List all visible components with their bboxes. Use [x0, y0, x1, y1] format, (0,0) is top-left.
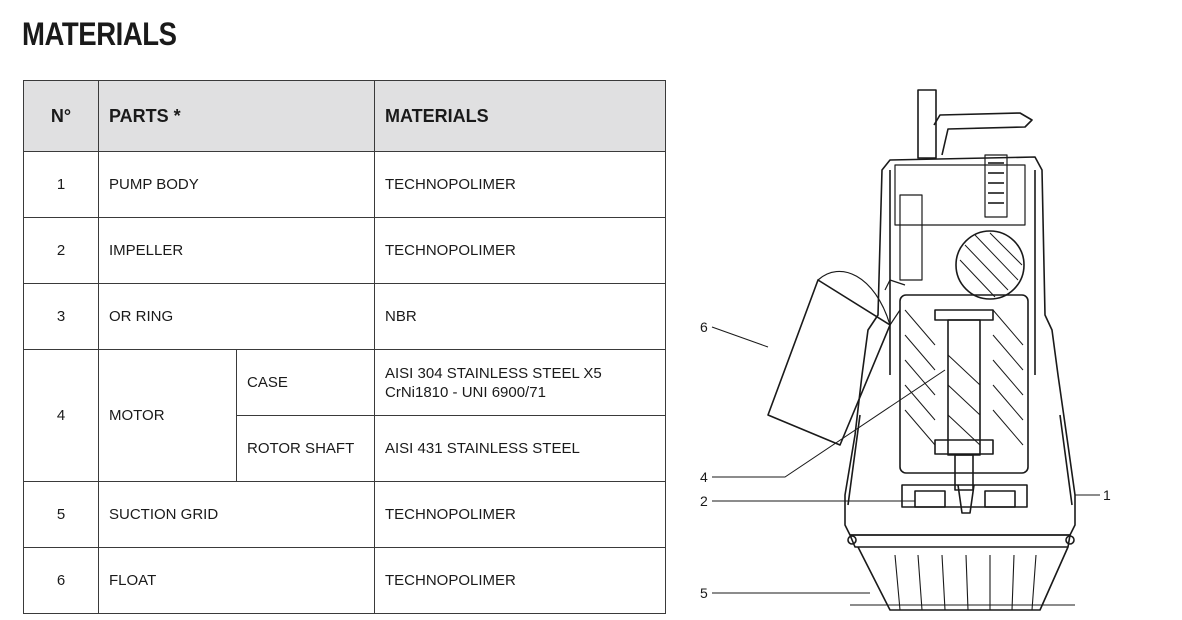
impeller-callout: 2	[700, 493, 708, 509]
pump-cross-section-diagram	[690, 85, 1130, 615]
table-row	[24, 482, 666, 548]
motor-drawing	[900, 295, 1028, 490]
row-number: 2	[24, 218, 99, 284]
header-number: N°	[24, 81, 99, 152]
row-part: OR RING	[99, 284, 375, 350]
row-subpart: ROTOR SHAFT	[237, 416, 375, 482]
motor-leader-line	[712, 370, 945, 477]
motor-callout: 4	[700, 469, 708, 485]
row-material: TECHNOPOLIMER	[375, 218, 666, 284]
row-material	[375, 350, 666, 416]
row-material: AISI 431 STAINLESS STEEL	[375, 416, 666, 482]
float-leader-line	[712, 327, 768, 347]
header-materials: MATERIALS	[375, 81, 666, 152]
materials-table	[23, 80, 666, 614]
float-drawing	[768, 271, 905, 445]
pump-body-callout: 1	[1103, 487, 1111, 503]
row-material: TECHNOPOLIMER	[375, 482, 666, 548]
row-material: TECHNOPOLIMER	[375, 152, 666, 218]
table-row	[24, 350, 666, 416]
table-row	[24, 548, 666, 614]
row-part: FLOAT	[99, 548, 375, 614]
page-title: MATERIALS	[22, 16, 177, 52]
suction-grid-callout: 5	[700, 585, 708, 601]
row-part: PUMP BODY	[99, 152, 375, 218]
handle-drawing	[918, 90, 1032, 158]
row-number: 4	[24, 350, 99, 482]
pump-body-drawing	[845, 157, 1075, 535]
suction-grid-drawing	[848, 535, 1075, 610]
row-number: 5	[24, 482, 99, 548]
material-text: AISI 304 STAINLESS STEEL X5 CrNi1810 - UNI 6900/71	[385, 364, 602, 401]
table-row	[24, 152, 666, 218]
float-callout: 6	[700, 319, 708, 335]
row-material: NBR	[375, 284, 666, 350]
row-number: 6	[24, 548, 99, 614]
row-part: MOTOR	[99, 350, 237, 482]
header-parts: PARTS *	[99, 81, 375, 152]
row-number: 1	[24, 152, 99, 218]
table-row	[24, 284, 666, 350]
row-number: 3	[24, 284, 99, 350]
row-material: TECHNOPOLIMER	[375, 548, 666, 614]
row-part: IMPELLER	[99, 218, 375, 284]
row-part: SUCTION GRID	[99, 482, 375, 548]
row-subpart: CASE	[237, 350, 375, 416]
table-header-row	[24, 81, 666, 152]
table-row	[24, 218, 666, 284]
